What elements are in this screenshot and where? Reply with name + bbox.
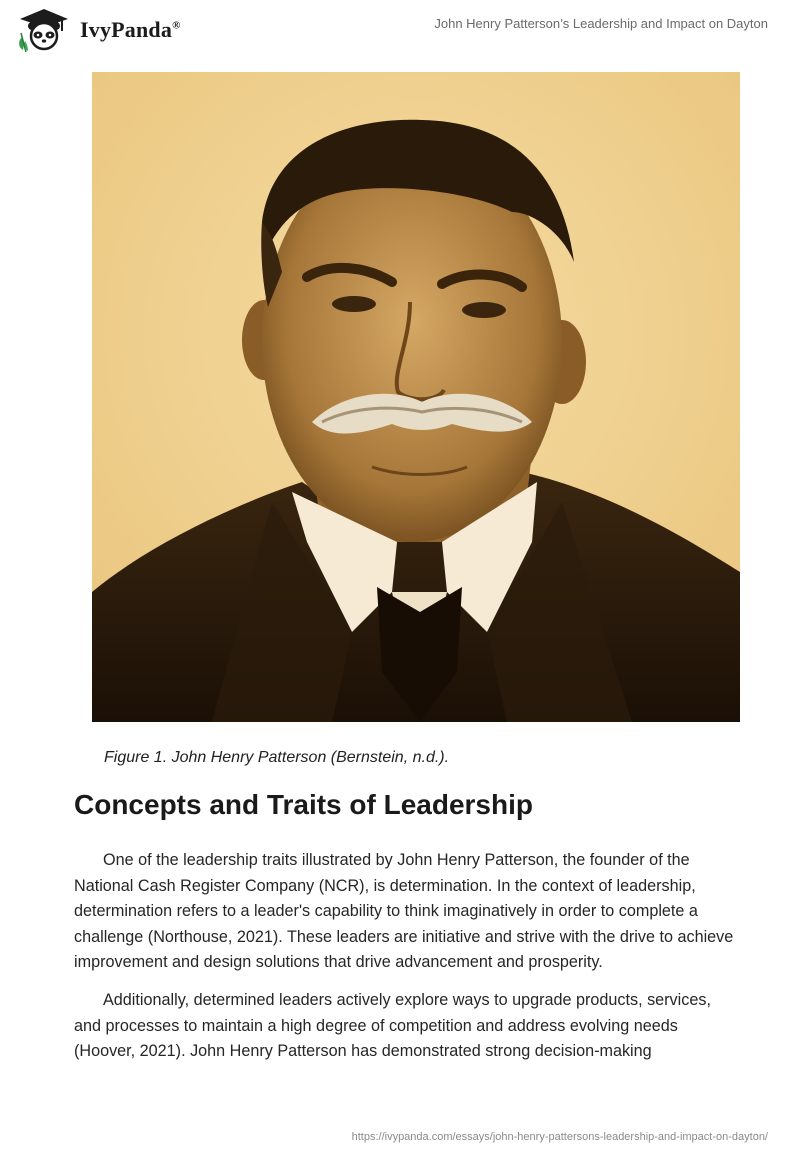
panda-mascot-icon [14,7,74,53]
section-heading: Concepts and Traits of Leadership [74,789,533,820]
paragraph-1: One of the leadership traits illustrated by John Henry Patterson, the founder of the National Cash Register Company (NCR), is determination. In the context of leadership, determination refers to a leader's capability to think imaginatively in order to complete a challenge (Northouse, 2021). These leaders are initiative and strive with the drive to achieve improvement and design solutions that drive advancement and prosperity. [74,851,734,972]
brand-name: IvyPanda® [80,17,181,42]
ivypanda-logo[interactable] [14,8,181,52]
paragraph-2: Additionally, determined leaders actively explore ways to upgrade products, services, and processes to maintain a high degree of competition and address evolving needs (Hoover, 2021). John Henry Patterson has demonstrated strong decision-making [74,991,711,1061]
document-title: John Henry Patterson’s Leadership and Impact on Dayton [434,16,768,31]
portrait-photo [92,72,740,722]
page-header [0,0,800,56]
source-url-link[interactable]: https://ivypanda.com/essays/john-henry-pattersons-leadership-and-impact-on-dayton/ [351,1131,768,1143]
figure-caption: Figure 1. John Henry Patterson (Bernstein, n.d.). [104,749,450,766]
